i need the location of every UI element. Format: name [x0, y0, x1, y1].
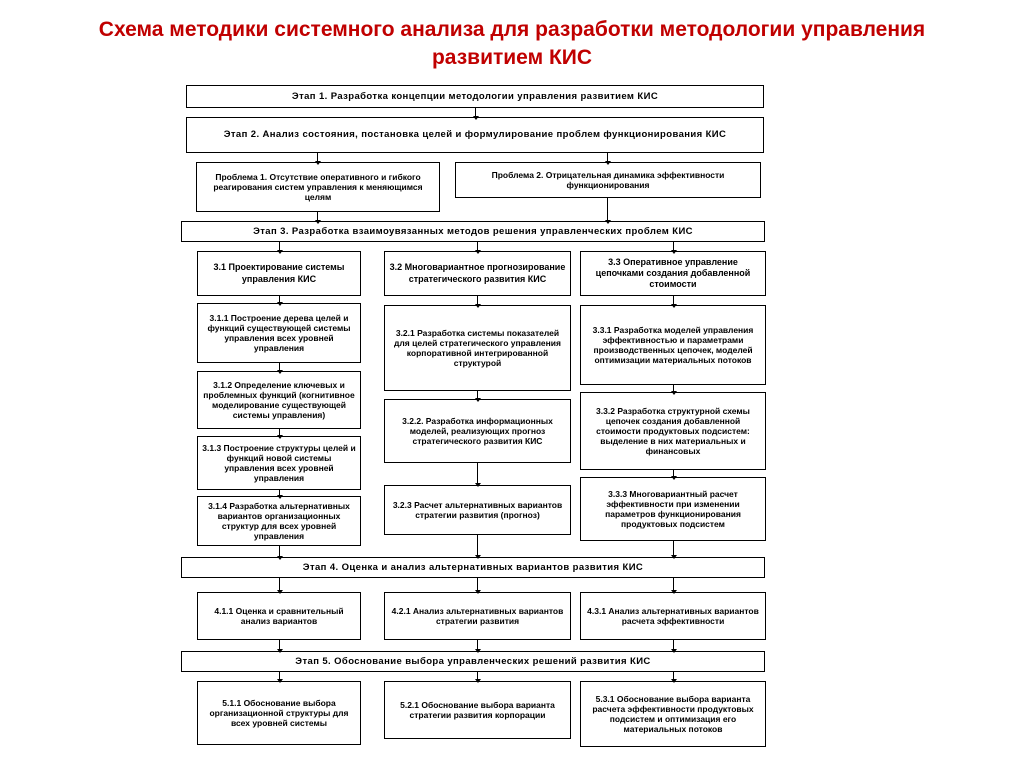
- connector-arrow: [477, 391, 478, 398]
- box-3-3-2: 3.3.2 Разработка структурной схемы цепочек создания добавленной стоимости продуктовых подсистем: выделение в них материальных и финансовых: [580, 392, 766, 470]
- box-4-2-1: 4.2.1 Анализ альтернативных вариантов стратегии развития: [384, 592, 571, 640]
- box-3-3-3: 3.3.3 Многовариантный расчет эффективности при изменении параметров функционирования продуктовых подсистем: [580, 477, 766, 541]
- connector-arrow: [477, 672, 478, 679]
- connector-arrow: [477, 242, 478, 250]
- connector-arrow: [317, 153, 318, 161]
- problem1-box: Проблема 1. Отсутствие оперативного и гибкого реагирования систем управления к меняющимся целям: [196, 162, 440, 212]
- connector-arrow: [317, 212, 318, 220]
- stage2-box: Этап 2. Анализ состояния, постановка целей и формулирование проблем функционирования КИС: [186, 117, 764, 153]
- stage1-box: Этап 1. Разработка концепции методологии управления развитием КИС: [186, 85, 764, 108]
- connector-arrow: [279, 578, 280, 590]
- page-title: Схема методики системного анализа для разработки методологии управления развитием КИС: [98, 18, 926, 70]
- connector-arrow: [279, 429, 280, 435]
- connector-arrow: [477, 578, 478, 590]
- connector-arrow: [673, 242, 674, 250]
- connector-arrow: [673, 470, 674, 476]
- connector-arrow: [279, 363, 280, 370]
- connector-arrow: [673, 385, 674, 391]
- box-4-1-1: 4.1.1 Оценка и сравнительный анализ вариантов: [197, 592, 361, 640]
- connector-arrow: [673, 672, 674, 679]
- box-3-2-2: 3.2.2. Разработка информационных моделей, реализующих прогноз стратегического развития КИС: [384, 399, 571, 463]
- connector-arrow: [673, 541, 674, 555]
- box-3-1-3: 3.1.3 Построение структуры целей и функций новой системы управления всех уровней управления: [197, 436, 361, 490]
- box-3-2-3: 3.2.3 Расчет альтернативных вариантов стратегии развития (прогноз): [384, 485, 571, 535]
- connector-arrow: [279, 242, 280, 250]
- connector-arrow: [477, 296, 478, 304]
- connector-arrow: [477, 463, 478, 483]
- box-3-3-1: 3.3.1 Разработка моделей управления эффективностью и параметрами производственных цепочек, моделей оптимизации материальных потоков: [580, 305, 766, 385]
- connector-arrow: [279, 296, 280, 302]
- problem2-box: Проблема 2. Отрицательная динамика эффективности функционирования: [455, 162, 761, 198]
- connector-arrow: [279, 546, 280, 556]
- connector-arrow: [279, 640, 280, 649]
- connector-arrow: [673, 296, 674, 304]
- stage4-box: Этап 4. Оценка и анализ альтернативных вариантов развития КИС: [181, 557, 765, 578]
- col1-header-box: 3.1 Проектирование системы управления КИС: [197, 251, 361, 296]
- col2-header-box: 3.2 Многовариантное прогнозирование стратегического развития КИС: [384, 251, 571, 296]
- connector-arrow: [607, 198, 608, 220]
- connector-arrow: [477, 535, 478, 555]
- connector-arrow: [607, 153, 608, 161]
- box-3-1-1: 3.1.1 Построение дерева целей и функций существующей системы управления всех уровней управления: [197, 303, 361, 363]
- box-3-1-4: 3.1.4 Разработка альтернативных вариантов организационных структур для всех уровней управления: [197, 496, 361, 546]
- connector-arrow: [279, 672, 280, 679]
- connector-arrow: [279, 490, 280, 495]
- connector-arrow: [475, 108, 476, 116]
- connector-arrow: [477, 640, 478, 649]
- box-3-2-1: 3.2.1 Разработка системы показателей для целей стратегического управления корпоративной интегрированной структурой: [384, 305, 571, 391]
- box-3-1-2: 3.1.2 Определение ключевых и проблемных функций (когнитивное моделирование существующей системы управления): [197, 371, 361, 429]
- connector-arrow: [673, 578, 674, 590]
- box-4-3-1: 4.3.1 Анализ альтернативных вариантов расчета эффективности: [580, 592, 766, 640]
- col3-header-box: 3.3 Оперативное управление цепочками создания добавленной стоимости: [580, 251, 766, 296]
- box-5-3-1: 5.3.1 Обоснование выбора варианта расчета эффективности продуктовых подсистем и оптимизация его материальных потоков: [580, 681, 766, 747]
- stage3-box: Этап 3. Разработка взаимоувязанных методов решения управленческих проблем КИС: [181, 221, 765, 242]
- connector-arrow: [673, 640, 674, 649]
- stage5-box: Этап 5. Обоснование выбора управленческих решений развития КИС: [181, 651, 765, 672]
- box-5-2-1: 5.2.1 Обоснование выбора варианта стратегии развития корпорации: [384, 681, 571, 739]
- box-5-1-1: 5.1.1 Обоснование выбора организационной структуры для всех уровней системы: [197, 681, 361, 745]
